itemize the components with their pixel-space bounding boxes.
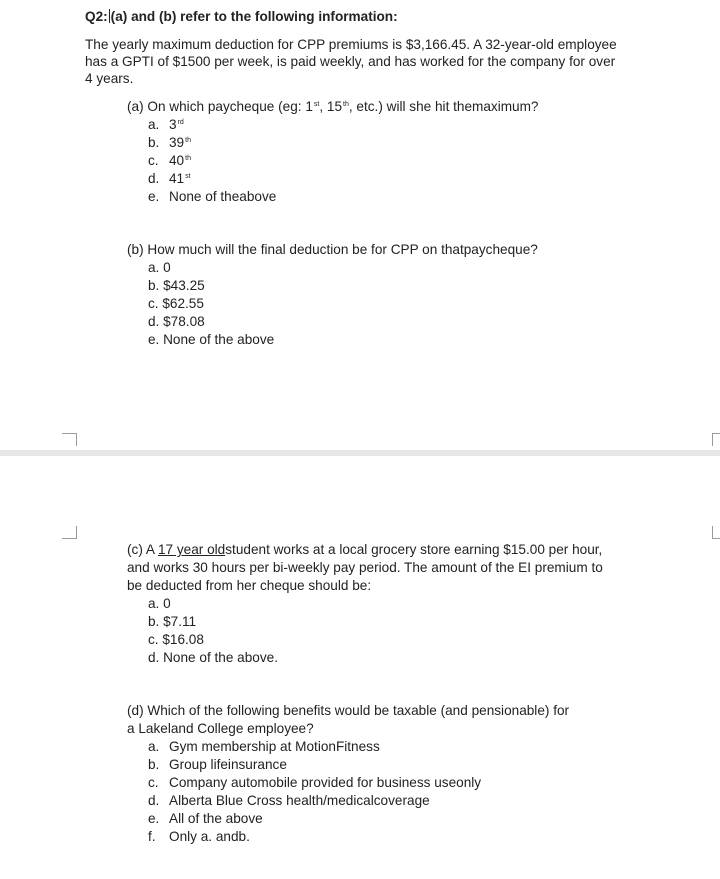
qb-option-e: e. None of the above xyxy=(148,332,275,347)
question-d-line-1: (d) Which of the following benefits would be taxable (and pensionable) for xyxy=(127,703,570,718)
question-a-text-end: , etc.) will she hit themaximum? xyxy=(348,99,539,114)
qb-option-c: c. $62.55 xyxy=(148,296,204,311)
question-a-text-mid: , 15 xyxy=(319,99,343,114)
option-sup: th xyxy=(185,137,191,144)
heading-text: (a) and (b) refer to the following information: xyxy=(110,9,398,24)
page-corner-mark xyxy=(62,526,77,539)
question-a-sup-2: th xyxy=(343,101,349,108)
qa-option-c xyxy=(148,152,191,170)
intro-line-3: 4 years. xyxy=(85,71,134,86)
qa-option-d xyxy=(148,170,191,188)
question-a xyxy=(127,98,539,116)
qc-option-d: d. None of the above. xyxy=(148,650,278,665)
page-break-divider xyxy=(0,450,720,456)
page-corner-mark xyxy=(712,526,720,539)
option-text: 41 xyxy=(169,171,185,186)
option-sup: st xyxy=(185,173,191,180)
option-text: Company automobile provided for business useonly xyxy=(169,775,482,790)
qd-option-b xyxy=(148,756,287,774)
qd-option-c xyxy=(148,774,481,792)
qc-text-post: student works at a local grocery store earning $15.00 per hour, xyxy=(225,542,603,557)
qc-option-b: b. $7.11 xyxy=(148,614,197,629)
intro-line-2: has a GPTI of $1500 per week, is paid weekly, and has worked for the company for over xyxy=(85,54,616,69)
question-a-sup-1: st xyxy=(313,101,320,108)
option-sup: th xyxy=(185,155,191,162)
qb-option-d: d. $78.08 xyxy=(148,314,205,329)
qd-option-e xyxy=(148,810,263,828)
qc-option-c: c. $16.08 xyxy=(148,632,204,647)
qa-option-e xyxy=(148,188,276,206)
option-text: None of theabove xyxy=(169,189,277,204)
qa-option-a xyxy=(148,116,184,134)
option-text: Gym membership at MotionFitness xyxy=(169,739,380,754)
qd-option-d xyxy=(148,792,430,810)
option-letter: c. xyxy=(148,775,159,790)
heading-prefix: Q2: xyxy=(85,9,108,24)
question-c-line-3: be deducted from her cheque should be: xyxy=(127,578,372,593)
option-text: All of the above xyxy=(169,811,263,826)
option-letter: c. xyxy=(148,153,159,168)
page-corner-mark xyxy=(712,433,720,446)
option-letter: f. xyxy=(148,829,156,844)
question-c-line-1 xyxy=(127,541,602,559)
question-c-line-2: and works 30 hours per bi-weekly pay period. The amount of the EI premium to xyxy=(127,560,603,575)
qd-option-f xyxy=(148,828,250,846)
option-text: 40 xyxy=(169,153,185,168)
option-letter: b. xyxy=(148,757,160,772)
option-text: Only a. andb. xyxy=(169,829,250,844)
option-letter: d. xyxy=(148,793,160,808)
option-text: 39 xyxy=(169,135,185,150)
option-letter: e. xyxy=(148,811,160,826)
qb-option-b: b. $43.25 xyxy=(148,278,205,293)
option-letter: a. xyxy=(148,117,160,132)
option-letter: b. xyxy=(148,135,160,150)
question-heading xyxy=(85,8,398,26)
qd-option-a xyxy=(148,738,380,756)
option-sup: rd xyxy=(177,119,184,126)
qb-option-a: a. 0 xyxy=(148,260,171,275)
option-text: Group lifeinsurance xyxy=(169,757,287,772)
text-cursor xyxy=(109,9,110,23)
question-b: (b) How much will the final deduction be for CPP on thatpaycheque? xyxy=(127,242,538,257)
intro-line-1: The yearly maximum deduction for CPP premiums is $3,166.45. A 32-year-old employee xyxy=(85,37,617,52)
option-text: 3 xyxy=(169,117,177,132)
question-d-line-2: a Lakeland College employee? xyxy=(127,721,314,736)
option-letter: d. xyxy=(148,171,160,186)
option-letter: a. xyxy=(148,739,160,754)
question-a-text-start: (a) On which paycheque (eg: 1 xyxy=(127,99,313,114)
option-letter: e. xyxy=(148,189,160,204)
page-corner-mark xyxy=(62,433,77,446)
qc-underlined-text: 17 year old xyxy=(157,542,226,557)
qc-option-a: a. 0 xyxy=(148,596,171,611)
option-text: Alberta Blue Cross health/medicalcoverage xyxy=(169,793,430,808)
qc-text-pre: (c) A xyxy=(127,542,158,557)
qa-option-b xyxy=(148,134,191,152)
